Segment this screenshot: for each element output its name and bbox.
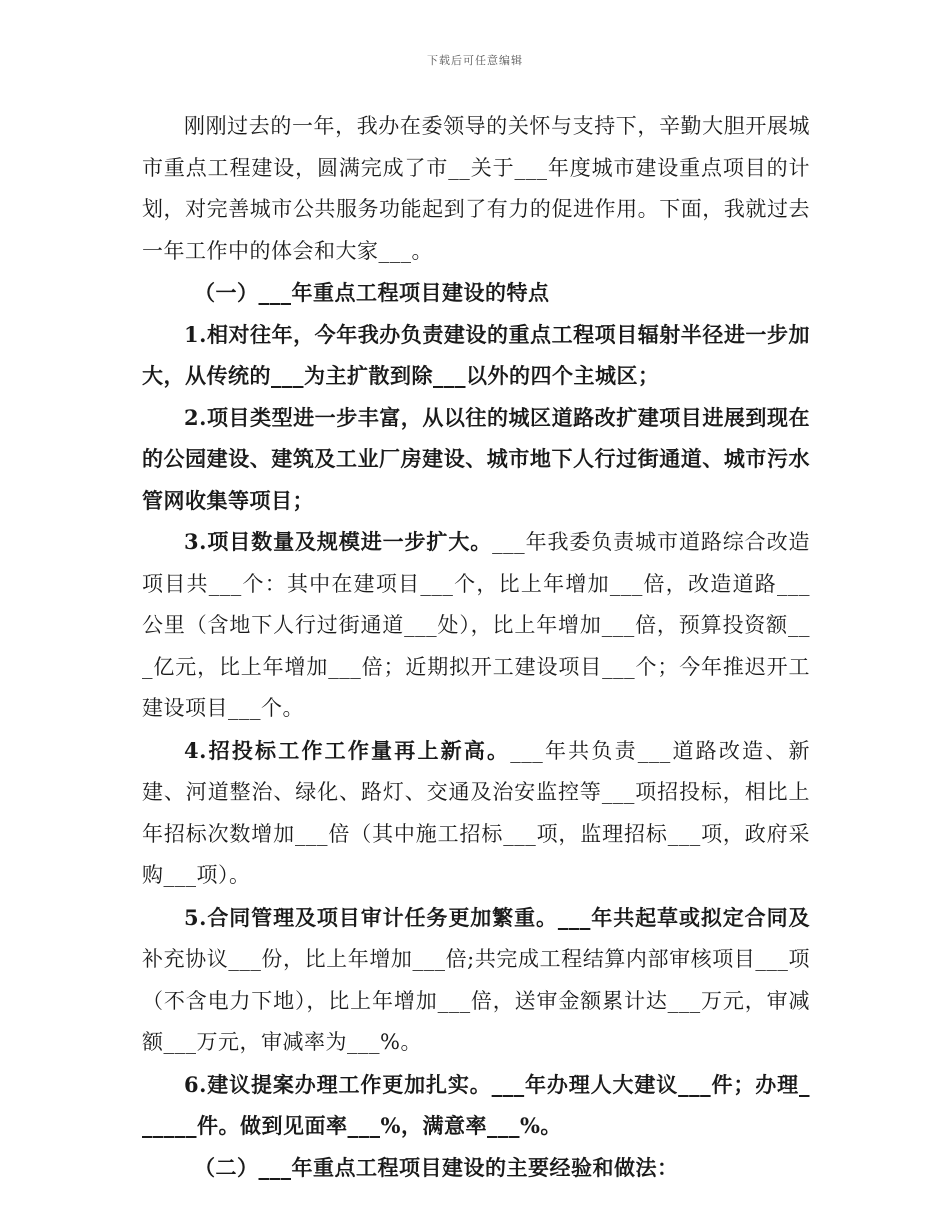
section-heading-2: （二）___年重点工程项目建设的主要经验和做法： bbox=[194, 1154, 679, 1180]
feature-item-2: 2.项目类型进一步丰富，从以往的城区道路改扩建项目进展到现在的公园建设、建筑及工业厂房建设、城市地下人行过街通道、城市污水管网收集等项目； bbox=[142, 404, 810, 513]
feature-item-1: 1.相对往年，今年我办负责建设的重点工程项目辐射半径进一步加大，从传统的___为主扩散到除___以外的四个主城区； bbox=[142, 321, 810, 388]
document-body bbox=[142, 106, 810, 1188]
feature-item-3-title: 3.项目数量及规模进一步扩大。 bbox=[184, 529, 493, 554]
feature-item-3 bbox=[142, 521, 810, 730]
feature-item-5-body: 补充协议___份，比上年增加___倍;共完成工程结算内部审核项目___项（不含电力下地），比上年增加___倍，送审金额累计达___万元，审减额___万元，审减率为___%。 bbox=[142, 947, 810, 1054]
feature-item-4 bbox=[142, 730, 810, 897]
feature-item-5-title: 5.合同管理及项目审计任务更加繁重。___年共起草或拟定合同及 bbox=[184, 904, 810, 930]
feature-item-4-title: 4.招投标工作工作量再上新高。 bbox=[184, 737, 511, 763]
feature-item-3-body: ___年我委负责城市道路综合改造项目共___个：其中在建项目___个，比上年增加___倍，改造道路___公里（含地下人行过街通道___处），比上年增加___倍，预算投资额___亿元，比上年增加___倍；近期拟开工建设项目___个；今年推迟开工建设项目___个。 bbox=[142, 530, 811, 720]
page-header: 下载后可任意编辑 bbox=[427, 54, 523, 67]
feature-item-6: 6.建议提案办理工作更加扎实。___年办理人大建议___件；办理______件。做到见面率___%，满意率___%。 bbox=[142, 1071, 810, 1138]
section-heading-1: （一）___年重点工程项目建设的特点 bbox=[194, 280, 550, 305]
feature-item-4-body: ___年共负责___道路改造、新建、河道整治、绿化、路灯、交通及治安监控等___项招投标，相比上年招标次数增加___倍（其中施工招标___项，监理招标___项，政府采购___项）。 bbox=[142, 738, 810, 887]
intro-paragraph: 刚刚过去的一年，我办在委领导的关怀与支持下，辛勤大胆开展城市重点工程建设，圆满完成了市__关于___年度城市建设重点项目的计划，对完善城市公共服务功能起到了有力的促进作用。下面，我就过去一年工作中的体会和大家___。 bbox=[142, 114, 810, 263]
feature-item-5 bbox=[142, 897, 810, 1064]
